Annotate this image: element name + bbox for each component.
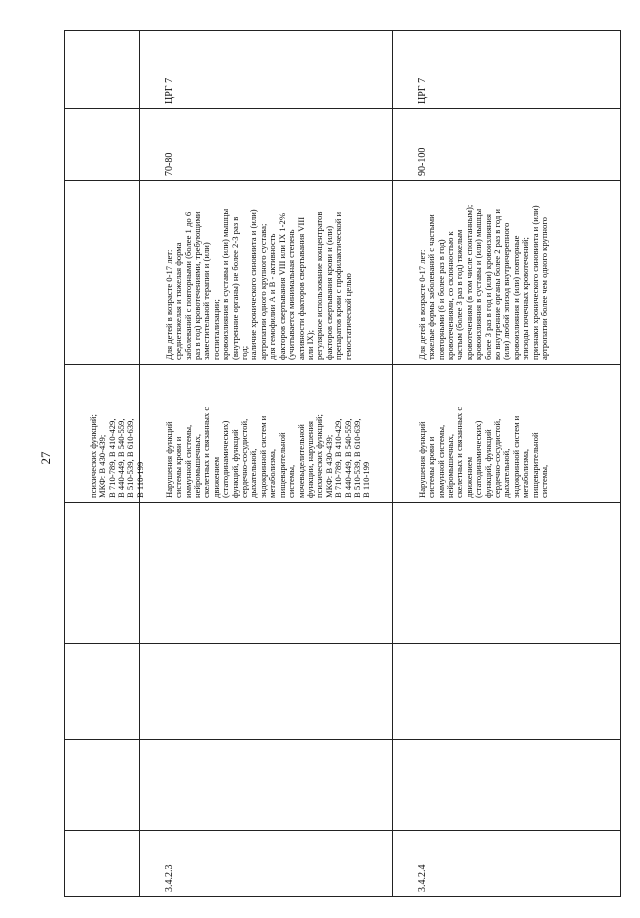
row0-group-cell [146, 34, 186, 104]
row1-percent-cell [146, 108, 175, 176]
row1-criteria-text: Для детей в возрасте 0-17 лет: среднетяжелая и тяжелая форма заболеваний с повторными (более 1 до 6 раз в год) кровотечениями, требующими заместительной терапии и (или) госпитализации; кровоизлияния в суставы и (или) мышцы (внутренние органы) не более 2-3 раз в год; наличие хронического синовиита и (или) артропатии одного крупного сустава; для гемофилии А и В - активность факторов свертывания VIII или IX 1-2% (учитывается минимальная степень активности факторов свертывания VIII или IX); регулярное использование концентратов факторов свертывания крови и (или) препаратов крови с профилактической и гемостатической целью [163, 208, 353, 360]
row1-code-cell [146, 832, 175, 892]
row0-condition-cell [70, 368, 145, 498]
row2-code-cell [399, 832, 428, 892]
row1-condition-cell [146, 366, 386, 498]
col-divider-percent [64, 180, 621, 181]
row2-percent-cell [399, 108, 428, 176]
row2-group-cell [399, 34, 439, 104]
row1-condition-text: Нарушения функций системы крови и иммунной системы, нейромышечных, скелетных и связанных с движением (статодинамических) функций, функций сердечно-сосудистой, дыхательной, эндокринной систем и метаболизма, пищеварительной системы, мочевыделительной функции, нарушения психических функций; МКФ: В 430-439; В 710-789, В 410-429, В 440-449, В 540-559, В 510-539, В 610-639, В 110-199 [163, 406, 372, 498]
col-divider-criteria [64, 364, 621, 365]
row2-percent-text: 90-100 [416, 147, 428, 176]
table-border-bottom [620, 30, 621, 897]
col-divider-condition [64, 502, 621, 503]
row2-group-text: ЦРГ 7 [416, 77, 428, 104]
row0-condition-text: психических функций; МКФ: В 430-439; В 710-789, В 410-429, В 440-449, В 540-559, В 510-539, В 610-639, В 110-199 [87, 414, 145, 498]
row2-code-text: 3.4.2.4 [416, 864, 428, 892]
page-number: 27 [38, 451, 53, 465]
table-border-right-outer [64, 896, 621, 897]
row-divider-2 [392, 30, 393, 897]
table-border-left-outer [64, 30, 621, 31]
row1-code-text: 3.4.2.3 [163, 864, 175, 892]
col-divider-blank-2 [64, 739, 621, 740]
row2-criteria-text: Для детей в возрасте 0-17 лет: тяжелые формы заболеваний с частыми повторными (6 и более раз в год) кровотечениями, со склонностью к частым (более 3 раз в год) тяжелым кровотечениям (в том числе спонтанным); кровоизлияния в суставы и (или) мышцы более 3 раз в год и (или) кровоизлияния во внутренние органы более 2 раз в год и (или) любой эпизод внутричерепного кровоизлияния и (или) повторные эпизоды почечных кровотечений; признаки хронического синовиита и (или) артропатии более чем одного крупного [416, 204, 550, 360]
row2-condition-text: Нарушения функций системы крови и иммунной системы, нейромышечных, скелетных и связанных с движением (статодинамических) функций, функций сердечно-сосудистой, дыхательной, эндокринной систем и метаболизма, пищеварительной системы, [416, 406, 550, 498]
col-divider-blank-1 [64, 643, 621, 644]
row1-criteria-cell [146, 182, 386, 360]
table-border-top [64, 30, 65, 897]
row1-percent-text: 70-80 [163, 152, 175, 176]
col-divider-code [64, 830, 621, 831]
row2-condition-cell [399, 366, 614, 498]
row0-group-text: ЦРГ 7 [163, 77, 175, 104]
row2-criteria-cell [399, 182, 615, 360]
